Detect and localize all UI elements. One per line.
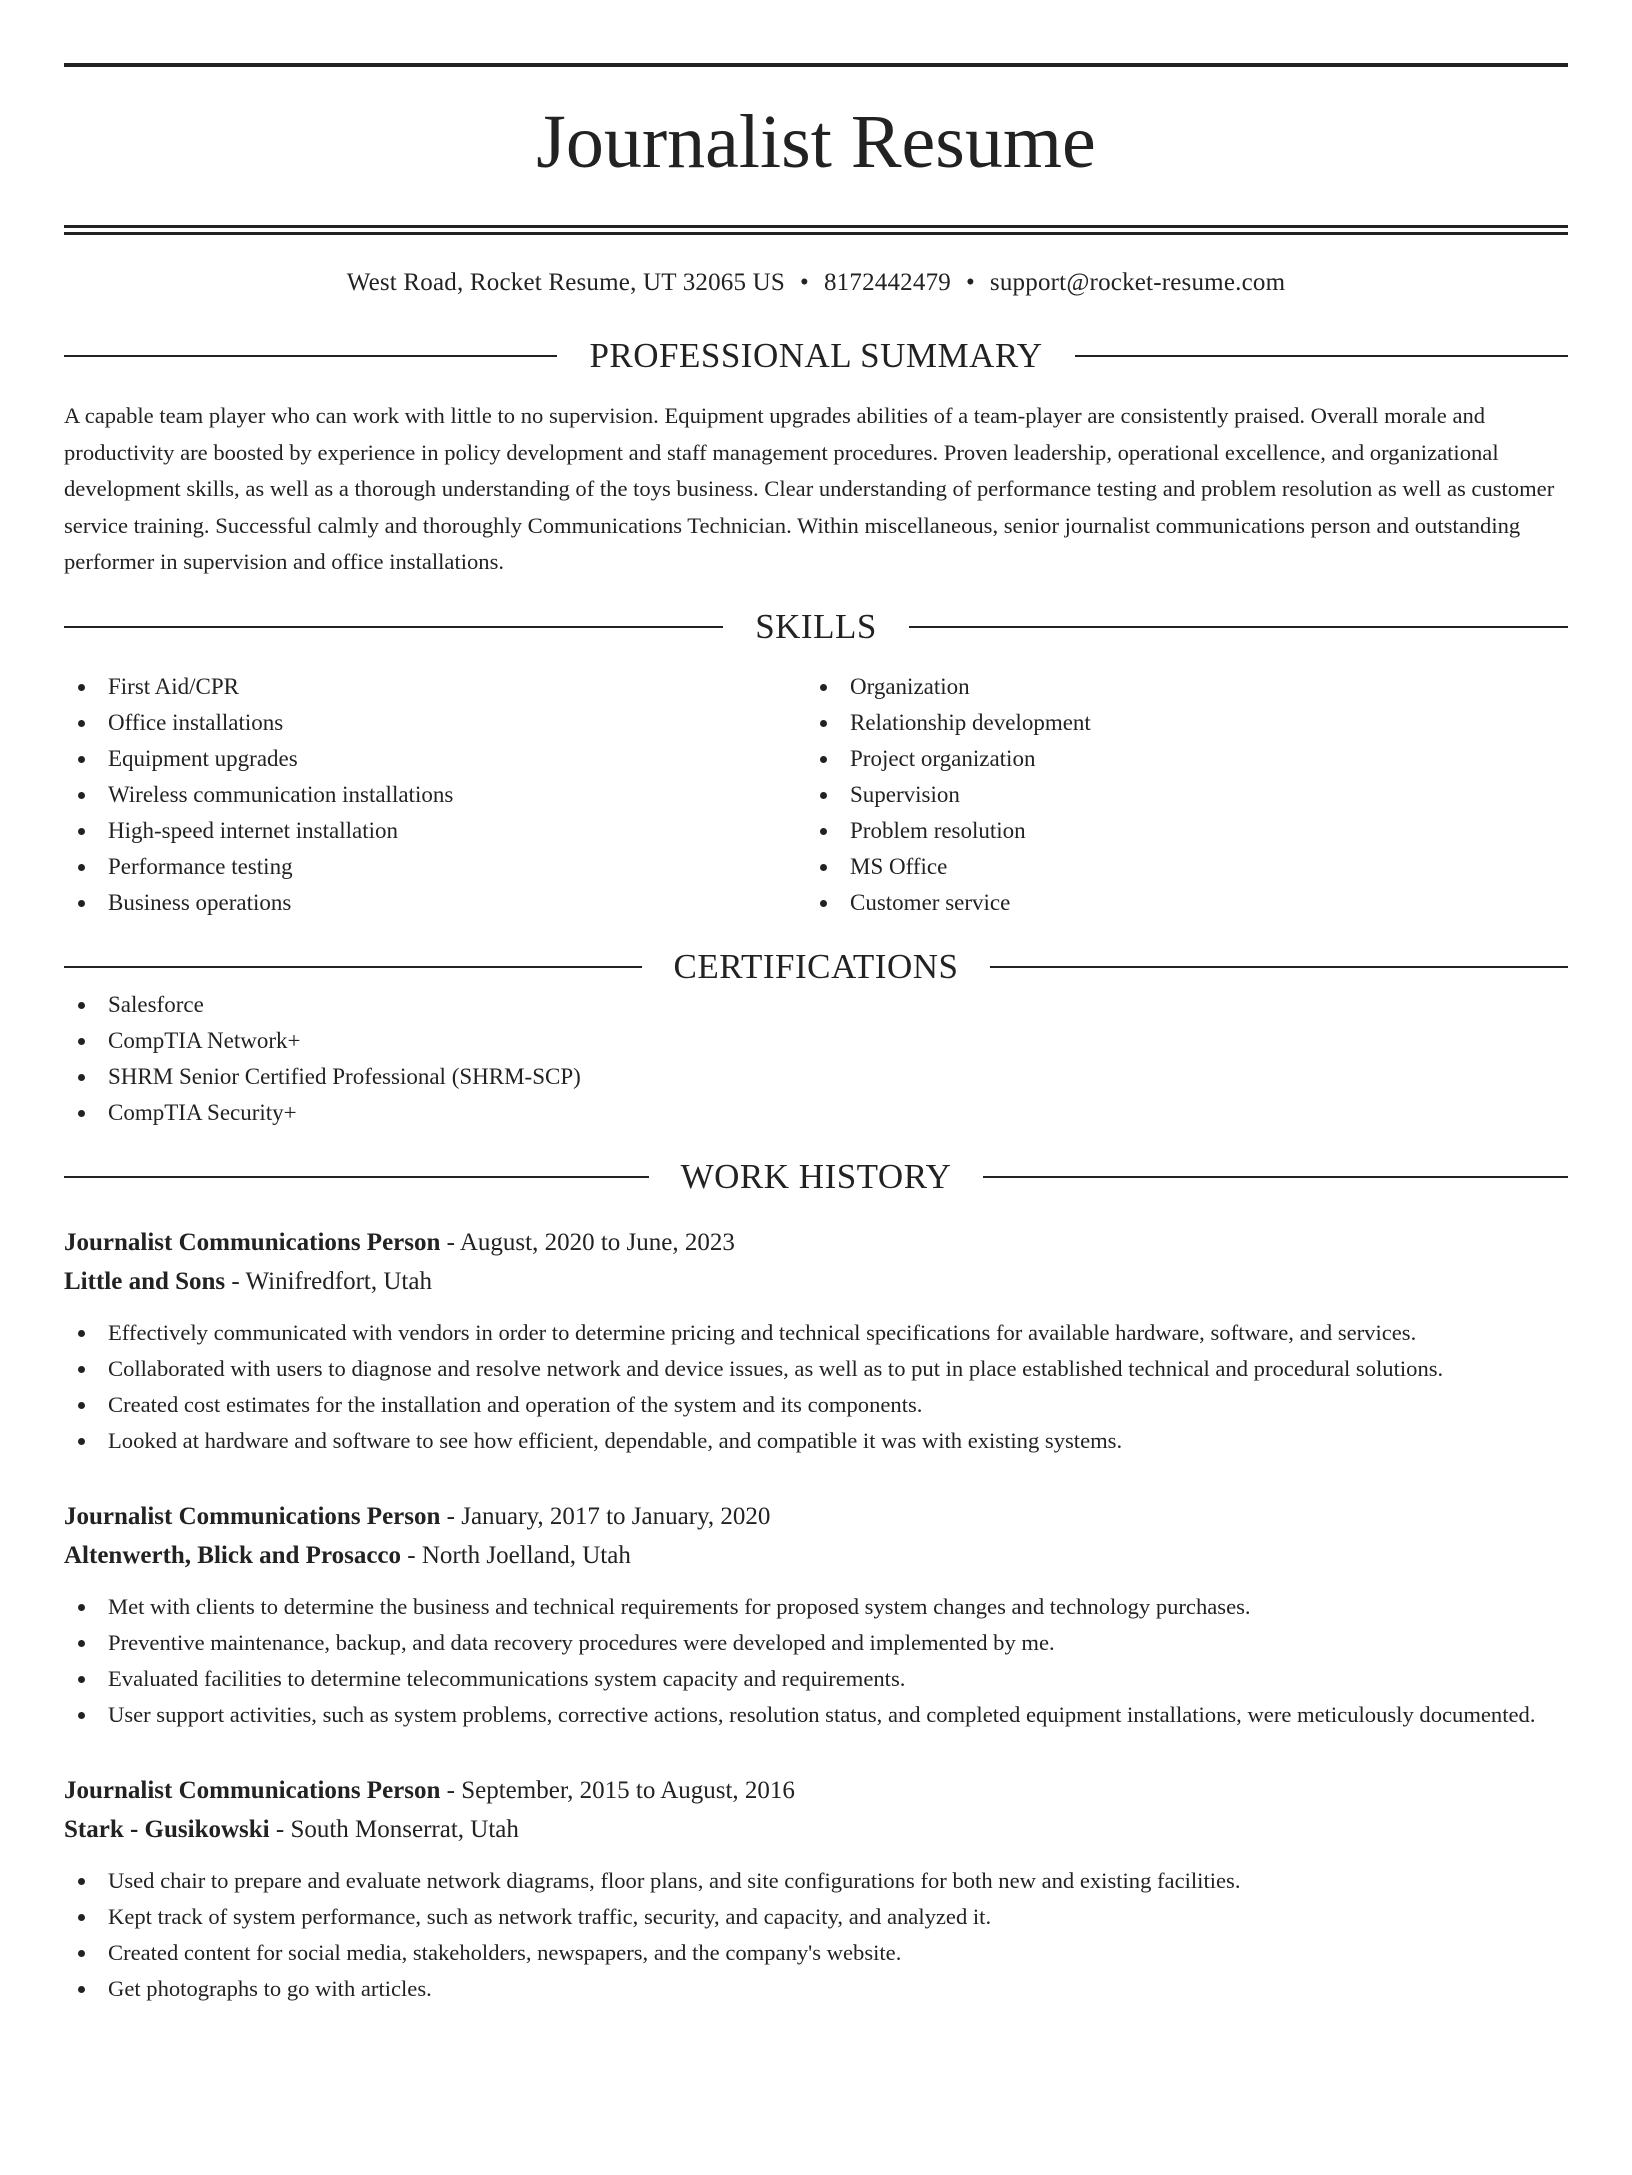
job-company: Altenwerth, Blick and Prosacco: [64, 1541, 402, 1569]
section-title: CERTIFICATIONS: [673, 946, 959, 986]
list-item: CompTIA Network+: [64, 1023, 1568, 1059]
list-item: Effectively communicated with vendors in order to determine pricing and technical specifications for available hardware, software, and services.: [64, 1315, 1568, 1351]
list-item: Salesforce: [64, 987, 1568, 1023]
list-item: SHRM Senior Certified Professional (SHRM-SCP): [64, 1059, 1568, 1095]
job-company: Stark - Gusikowski: [64, 1815, 270, 1843]
job-company-line: [64, 1262, 1568, 1301]
contact-separator: •: [800, 269, 809, 296]
job-location: - Winifredfort, Utah: [225, 1267, 432, 1295]
list-item: Kept track of system performance, such as network traffic, security, and capacity, and analyzed it.: [64, 1899, 1568, 1935]
section-title: PROFESSIONAL SUMMARY: [589, 336, 1043, 375]
job-dates: - January, 2017 to January, 2020: [440, 1502, 771, 1530]
contact-address: West Road, Rocket Resume, UT 32065 US: [346, 269, 786, 296]
job-title-line: [64, 1223, 1568, 1262]
list-item: Created cost estimates for the installation and operation of the system and its components.: [64, 1387, 1568, 1423]
heading-rule: [990, 966, 1568, 968]
heading-rule: [1075, 355, 1568, 357]
heading-rule: [64, 355, 557, 357]
list-item: Relationship development: [806, 705, 1548, 741]
list-item: Organization: [806, 669, 1548, 705]
list-item: MS Office: [806, 849, 1548, 885]
resume-page: [0, 63, 1632, 2175]
section-heading-work-history: [64, 1157, 1568, 1197]
job-bullets: [64, 1863, 1568, 2007]
heading-rule: [64, 626, 723, 628]
list-item: First Aid/CPR: [64, 669, 806, 705]
contact-email: support@rocket-resume.com: [989, 269, 1286, 296]
page-title: Journalist Resume: [536, 100, 1096, 184]
list-item: High-speed internet installation: [64, 813, 806, 849]
job-dates: - September, 2015 to August, 2016: [440, 1776, 795, 1804]
section-heading-summary: [64, 336, 1568, 376]
contact-phone: 8172442479: [823, 269, 951, 296]
list-item: Office installations: [64, 705, 806, 741]
list-item: User support activities, such as system problems, corrective actions, resolution status, and completed equipment installations, were meticulously documented.: [64, 1697, 1568, 1733]
list-item: Customer service: [806, 885, 1548, 921]
skills-column-left: [64, 669, 806, 921]
job-title-line: [64, 1771, 1568, 1810]
job-title: Journalist Communications Person: [64, 1776, 441, 1804]
certifications-list: [64, 987, 1568, 1131]
list-item: Wireless communication installations: [64, 777, 806, 813]
section-title: SKILLS: [755, 606, 877, 646]
heading-rule: [983, 1176, 1568, 1178]
top-rule: [64, 63, 1568, 67]
job-title: Journalist Communications Person: [64, 1228, 441, 1256]
section-heading-certifications: [64, 947, 1568, 987]
job-location: - South Monserrat, Utah: [269, 1815, 519, 1843]
contact-line: [64, 268, 1568, 298]
list-item: Supervision: [806, 777, 1548, 813]
skills-column-right: [806, 669, 1548, 921]
job-title: Journalist Communications Person: [64, 1502, 441, 1530]
list-item: Business operations: [64, 885, 806, 921]
job-entry: [64, 1771, 1568, 2007]
job-company-line: [64, 1810, 1568, 1849]
list-item: Created content for social media, stakeholders, newspapers, and the company's website.: [64, 1935, 1568, 1971]
job-location: - North Joelland, Utah: [401, 1541, 631, 1569]
job-company-line: [64, 1536, 1568, 1575]
list-item: Preventive maintenance, backup, and data recovery procedures were developed and implemented by me.: [64, 1625, 1568, 1661]
list-item: Project organization: [806, 741, 1548, 777]
list-item: Looked at hardware and software to see how efficient, dependable, and compatible it was with existing systems.: [64, 1423, 1568, 1459]
list-item: Collaborated with users to diagnose and resolve network and device issues, as well as to put in place established technical and procedural solutions.: [64, 1351, 1568, 1387]
list-item: Get photographs to go with articles.: [64, 1971, 1568, 2007]
job-bullets: [64, 1589, 1568, 1733]
heading-rule: [64, 1176, 649, 1178]
list-item: Equipment upgrades: [64, 741, 806, 777]
skills-list: [64, 669, 1568, 921]
job-title-line: [64, 1497, 1568, 1536]
list-item: CompTIA Security+: [64, 1095, 1568, 1131]
job-company: Little and Sons: [64, 1267, 226, 1295]
contact-separator: •: [965, 269, 975, 296]
section-heading-skills: [64, 607, 1568, 647]
list-item: Performance testing: [64, 849, 806, 885]
title-double-rule: [64, 225, 1568, 235]
heading-rule: [64, 966, 642, 968]
list-item: Used chair to prepare and evaluate network diagrams, floor plans, and site configurations for both new and existing facilities.: [64, 1863, 1568, 1899]
job-bullets: [64, 1315, 1568, 1459]
summary-text: A capable team player who can work with little to no supervision. Equipment upgrades abilities of a team-player are consistently praised. Overall morale and productivity are boosted by experience in policy development and staff management procedures. Proven leadership, operational excellence, and organizational development skills, as well as a thorough understanding of the toys business. Clear understanding of performance testing and problem resolution as well as customer service training. Successful calmly and thoroughly Communications Technician. Within miscellaneous, senior journalist communications person and outstanding performer in supervision and office installations.: [64, 403, 1555, 574]
section-title: WORK HISTORY: [680, 1156, 952, 1196]
job-entry: [64, 1497, 1568, 1733]
list-item: Met with clients to determine the business and technical requirements for proposed system changes and technology purchases.: [64, 1589, 1568, 1625]
list-item: Problem resolution: [806, 813, 1548, 849]
list-item: Evaluated facilities to determine telecommunications system capacity and requirements.: [64, 1661, 1568, 1697]
job-dates: - August, 2020 to June, 2023: [440, 1228, 735, 1256]
heading-rule: [909, 626, 1568, 628]
job-entry: [64, 1223, 1568, 1459]
